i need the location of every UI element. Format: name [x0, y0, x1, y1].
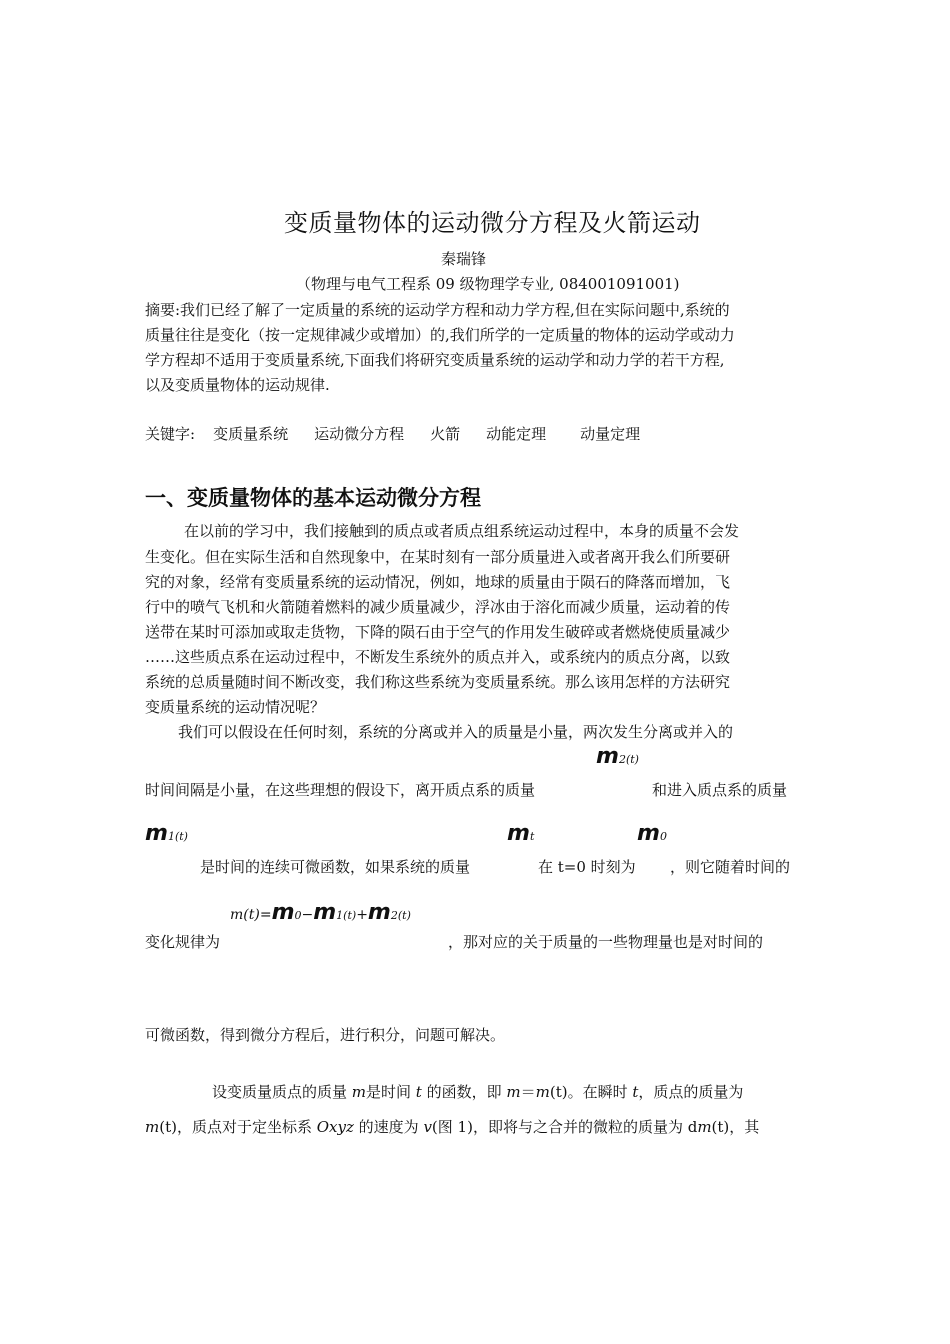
paragraph-line: 时间间隔是小量，在这些理想的假设下，离开质点系的质量 [145, 781, 536, 799]
keyword: 运动微分方程 [314, 425, 405, 443]
paragraph-line: 变化规律为 [145, 933, 221, 951]
paragraph-line: 送带在某时可添加或取走货物，下降的陨石由于空气的作用发生破碎或者燃烧使质量减少 [145, 623, 731, 641]
math-m1t: m1(t) [145, 821, 188, 846]
paragraph-line: ，那对应的关于质量的一些物理量也是对时间的 [448, 933, 764, 951]
mass-equation: m(t)=m0−m1(t)+m2(t) [230, 900, 411, 925]
paragraph-line: 究的对象，经常有变质量系统的运动情况，例如，地球的质量由于陨石的降落而增加，飞 [145, 573, 731, 591]
math-mt: mt [507, 821, 535, 846]
section-heading: 一、变质量物体的基本运动微分方程 [145, 486, 481, 510]
paper-title: 变质量物体的运动微分方程及火箭运动 [284, 209, 701, 237]
paragraph-line: 行中的喷气飞机和火箭随着燃料的减少质量减少，浮冰由于溶化而减少质量，运动着的传 [145, 598, 731, 616]
paragraph-line: 设变质量质点的质量 m是时间 t 的函数，即 m＝m(t)。在瞬时 t，质点的质量为 [212, 1083, 744, 1101]
math-m0: m0 [637, 821, 667, 846]
paragraph-line: 在以前的学习中，我们接触到的质点或者质点组系统运动过程中，本身的质量不会发 [184, 522, 740, 540]
paragraph-line: ……这些质点系在运动过程中，不断发生系统外的质点并入，或系统内的质点分离，以致 [145, 648, 731, 666]
paragraph-line: 和进入质点系的质量 [652, 781, 788, 799]
keywords [145, 423, 666, 444]
paragraph-line: 生变化。但在实际生活和自然现象中，在某时刻有一部分质量进入或者离开我么们所要研 [145, 548, 731, 566]
paragraph-line: 在 t=0 时刻为 [538, 858, 636, 876]
paragraph-line: ，则它随着时间的 [670, 858, 791, 876]
keyword: 动能定理 [486, 425, 547, 443]
keyword: 变质量系统 [213, 425, 289, 443]
paragraph-line: m(t)，质点对于定坐标系 Oxyz 的速度为 v(图 1)，即将与之合并的微粒的质量为 dm(t)，其 [145, 1118, 760, 1136]
abstract-line: 学方程却不适用于变质量系统,下面我们将研究变质量系统的运动学和动力学的若干方程, [145, 351, 725, 369]
abstract-line: 以及变质量物体的运动规律. [145, 376, 330, 394]
math-m2t: m2(t) [596, 744, 639, 769]
abstract-line: 质量往往是变化（按一定规律减少或增加）的,我们所学的一定质量的物体的运动学或动力 [145, 326, 735, 344]
paragraph-line: 系统的总质量随时间不断改变，我们称这些系统为变质量系统。那么该用怎样的方法研究 [145, 673, 731, 691]
paragraph-line: 我们可以假设在任何时刻，系统的分离或并入的质量是小量，两次发生分离或并入的 [178, 723, 734, 741]
abstract-line: 摘要:我们已经了解了一定质量的系统的运动学方程和动力学方程,但在实际问题中,系统的 [145, 301, 730, 319]
keyword: 动量定理 [580, 425, 641, 443]
paragraph-line: 变质量系统的运动情况呢？ [145, 698, 326, 716]
paragraph-line: 可微函数，得到微分方程后，进行积分，问题可解决。 [145, 1026, 506, 1044]
affiliation: （物理与电气工程系 09 级物理学专业, 084001091001) [296, 275, 680, 293]
author-name: 秦瑞锋 [441, 250, 487, 268]
keyword: 火箭 [430, 425, 461, 443]
paragraph-line: 是时间的连续可微函数，如果系统的质量 [200, 858, 471, 876]
keywords-label: 关键字: [145, 425, 196, 443]
